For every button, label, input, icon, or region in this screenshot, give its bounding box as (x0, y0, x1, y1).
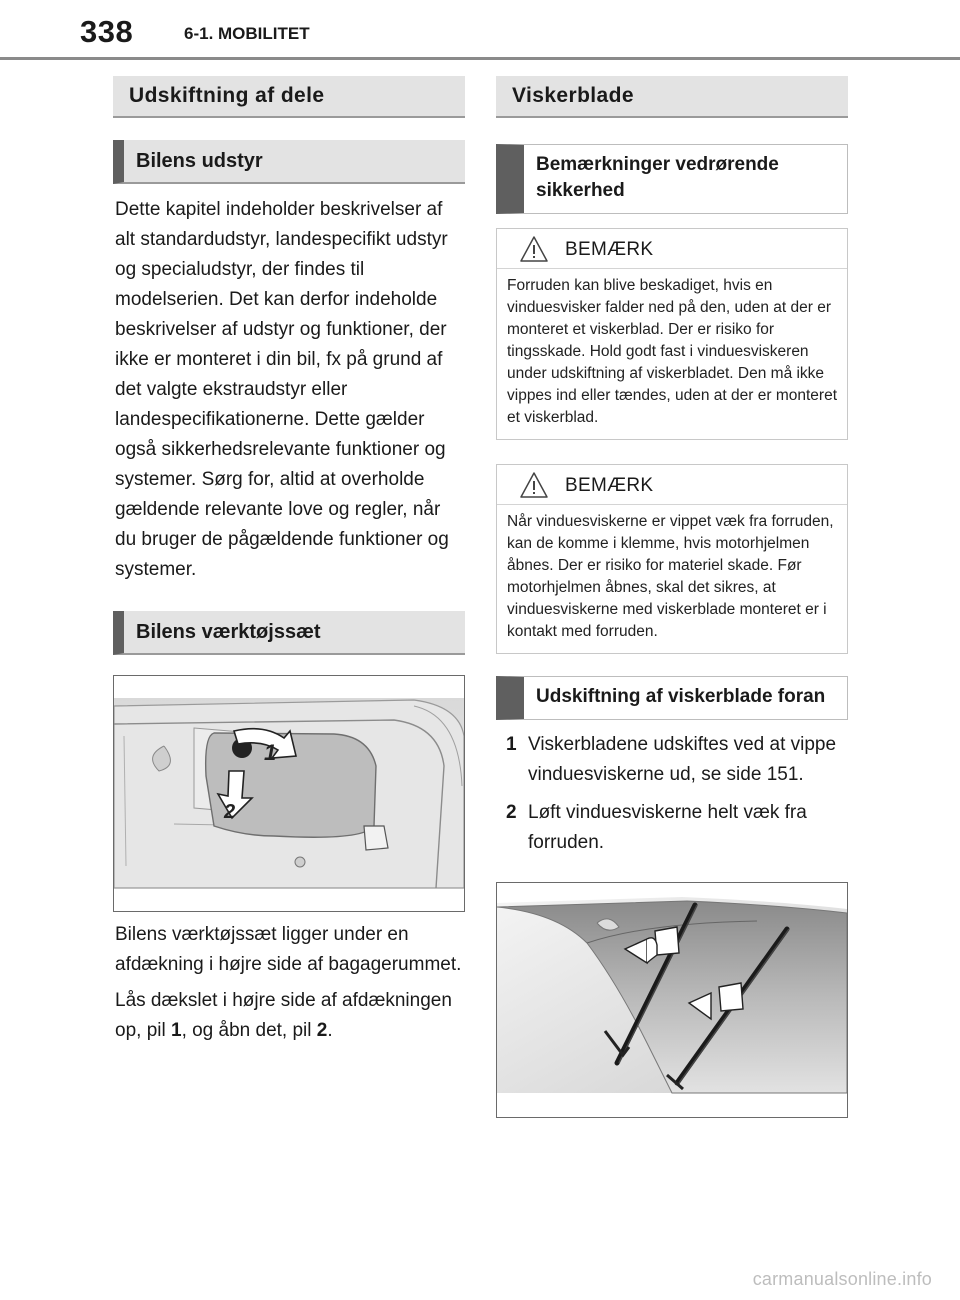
note-header-2 (497, 465, 847, 505)
toolkit-figure (113, 675, 465, 912)
heading-toolkit: Bilens værktøjssæt (113, 611, 465, 655)
note-title-1: BEMÆRK (565, 239, 654, 260)
heading-replacing-parts: Udskiftning af dele (113, 76, 465, 118)
equipment-paragraph: Dette kapitel indeholder beskrivelser af alt standardudstyr, landespecifikt udstyr og specialudstyr, der findes til modelserien. Det kan derfor indeholde beskrivelser af udstyr og funktioner, der ikke er monteret i din bil, fx på grund af det valgte ekstraudstyr eller landespecifikationerne. Dette gælder også sikkerhedsrelevante funktioner og systemer. Sørg for, altid at overholde gældende relevante love og regler, når du bruger de pågældende funktioner og systemer. (115, 199, 449, 580)
heading-vehicle-equipment: Bilens udstyr (113, 140, 465, 184)
lock-cover-paragraph (113, 986, 465, 1046)
step-number: 1 (506, 734, 517, 755)
step-number: 2 (506, 802, 517, 823)
step-text: Løft vinduesviskerne helt væk fra forruden. (528, 802, 807, 853)
lock-arrow-num-2: 2 (316, 1020, 328, 1041)
callout-1: 1 (264, 740, 277, 765)
note-box-2 (496, 464, 848, 654)
note-header-1 (497, 229, 847, 269)
note-text-2: Når vinduesviskerne er vippet væk fra forruden, kan de komme i klemme, hvis motorhjelmen åbnes. Der er risiko for materiel skade. Før motorhjelmen åbnes, skal det sikres, at vinduesviskerne med viskerblade monteret er i kontakt med forruden. (507, 513, 834, 640)
heading-wiper-blades: Viskerblade (496, 76, 848, 118)
page-header (0, 0, 960, 60)
section-label: 6-1. MOBILITET (184, 24, 310, 43)
note-title-2: BEMÆRK (565, 475, 654, 496)
lock-text-end: . (327, 1020, 333, 1041)
toolkit-paragraph: Bilens værktøjssæt ligger under en afdækning i højre side af bagagerummet. (115, 924, 462, 975)
page-number: 338 (80, 14, 134, 49)
lock-text-before: Lås dækslet i højre side af afdækningen op, pil (115, 990, 452, 1041)
lock-text-mid: , og åbn det, pil (181, 1020, 317, 1041)
heading-replace-front-wipers: Udskiftning af viskerblade foran (496, 676, 848, 720)
heading-safety-notes: Bemærkninger vedrørende sikkerhed (496, 144, 848, 214)
watermark: carmanualsonline.info (752, 1269, 932, 1289)
note-box-1 (496, 228, 848, 440)
step-text: Viskerbladene udskiftes ved at vippe vinduesviskerne ud, se side 151. (528, 734, 837, 785)
warning-triangle-icon (519, 235, 549, 263)
wiper-figure (496, 882, 848, 1118)
steps-list (496, 730, 848, 858)
header-rule (0, 57, 960, 60)
right-column (496, 76, 848, 1118)
list-item (496, 798, 848, 858)
list-item (496, 730, 848, 790)
windshield-illustration (497, 883, 847, 1117)
note-text-1: Forruden kan blive beskadiget, hvis en vinduesvisker falder ned på den, uden at der er monteret et viskerblad. Der er risiko for tingsskade. Hold godt fast i vinduesviskeren under udskiftning af viskerbladet. Den må ikke vippes ind eller tændes, uden at der er monteret et viskerblad. (507, 277, 837, 426)
left-column (113, 76, 465, 1046)
lock-arrow-num-1: 1 (170, 1020, 182, 1041)
trunk-illustration (114, 676, 464, 911)
warning-triangle-icon (519, 471, 549, 499)
callout-2: 2 (224, 801, 236, 823)
